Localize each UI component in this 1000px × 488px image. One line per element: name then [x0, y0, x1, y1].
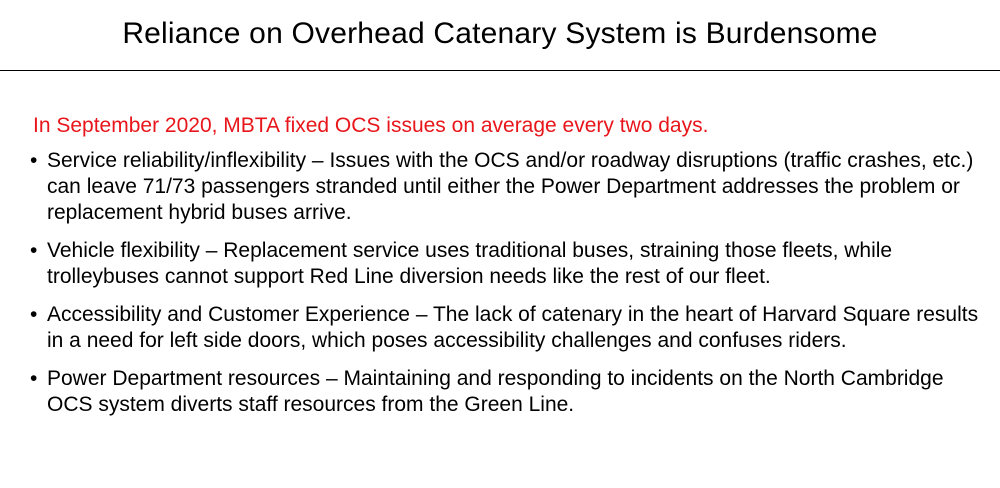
- bullet-item-power-department: [30, 366, 980, 418]
- bullet-text: – Replacement service uses traditional buses, straining those fleets, while trolleybuses cannot support Red Line diversion needs like the rest of our fleet.: [47, 239, 893, 288]
- bullet-item-service-reliability: [30, 148, 980, 226]
- bullet-term: Service reliability/inflexibility: [47, 149, 307, 172]
- bullet-dot-icon: •: [30, 149, 38, 172]
- bullet-list: [30, 148, 980, 430]
- bullet-text: – Maintaining and responding to incidents on the North Cambridge OCS system diverts staff resources from the Green Line.: [47, 367, 944, 416]
- bullet-term: Vehicle flexibility: [47, 239, 200, 262]
- bullet-dot-icon: •: [30, 367, 38, 390]
- highlight-callout: In September 2020, MBTA fixed OCS issues on average every two days.: [33, 114, 709, 137]
- slide-title: Reliance on Overhead Catenary System is Burdensome: [122, 17, 878, 50]
- bullet-text: – The lack of catenary in the heart of Harvard Square results in a need for left side doors, which poses accessibility challenges and confuses riders.: [47, 303, 979, 352]
- bullet-dot-icon: •: [30, 303, 38, 326]
- bullet-term: Power Department resources: [47, 367, 321, 390]
- bullet-term: Accessibility and Customer Experience: [47, 303, 410, 326]
- bullet-dot-icon: •: [30, 239, 38, 262]
- bullet-text: – Issues with the OCS and/or roadway disruptions (traffic crashes, etc.) can leave 71/73 passengers stranded until either the Power Department addresses the problem or replacement hybrid buses arrive.: [47, 149, 974, 224]
- title-divider: [0, 70, 1000, 71]
- bullet-item-accessibility: [30, 302, 980, 354]
- bullet-item-vehicle-flexibility: [30, 238, 980, 290]
